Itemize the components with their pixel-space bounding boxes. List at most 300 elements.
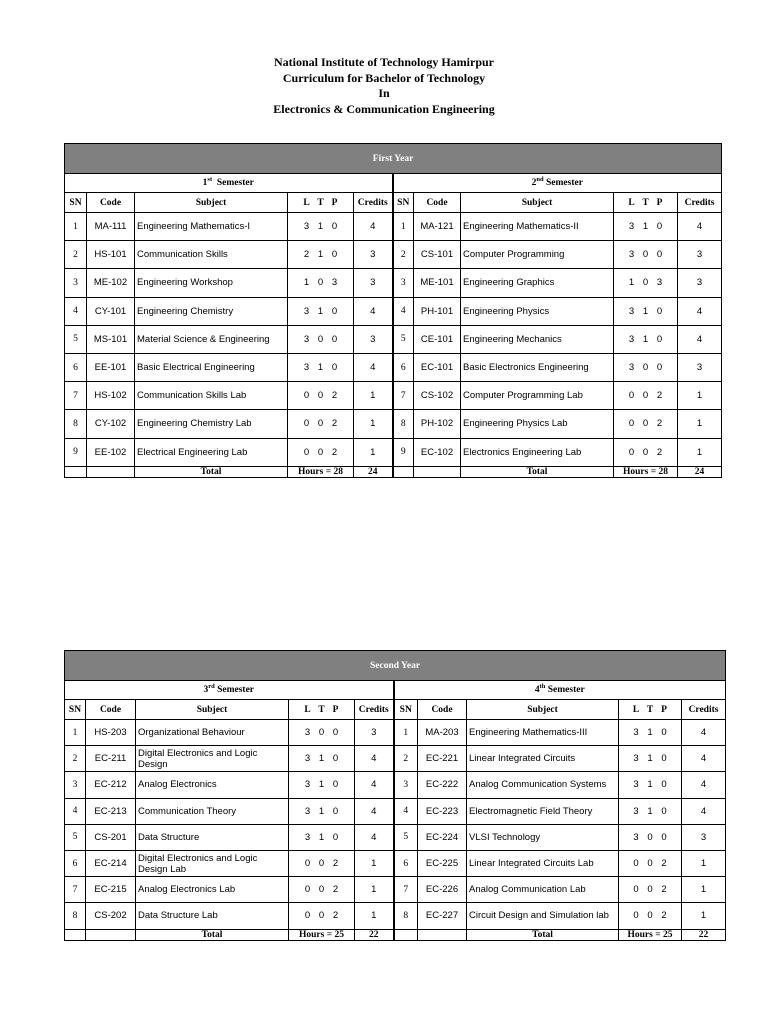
course-row [65,297,722,325]
course-l: 3 [304,753,311,765]
course-l: 3 [628,333,635,345]
course-credits: 1 [354,410,393,438]
col-subject: Subject [136,700,289,720]
col-credits: Credits [678,193,722,213]
course-p: 0 [656,249,663,261]
course-ltp [289,824,355,850]
course-p: 3 [331,277,338,289]
course-p: 2 [661,884,667,896]
course-credits: 4 [682,746,726,772]
course-p: 0 [661,831,667,843]
course-code: PH-102 [414,410,461,438]
course-sn: 8 [65,410,87,438]
course-l: 1 [303,277,310,289]
course-credits: 3 [355,720,394,746]
course-credits: 3 [678,241,722,269]
col-sn: SN [393,193,414,213]
col-sn: SN [394,700,418,720]
col-code: Code [87,193,135,213]
course-p: 0 [331,249,338,261]
course-p: 3 [656,277,663,289]
col-code: Code [86,700,136,720]
course-ltp [288,269,354,297]
course-sn: 8 [393,410,414,438]
course-code: CS-201 [86,824,136,850]
course-t: 0 [318,858,325,870]
total-credits: 24 [354,466,393,477]
semester-2-label: 2nd Semester [393,174,722,193]
course-p: 0 [331,333,338,345]
course-credits: 3 [354,241,393,269]
course-subject: Communication Skills [135,241,288,269]
course-t: 0 [647,884,653,896]
course-subject: Engineering Physics [461,297,614,325]
course-subject: Engineering Workshop [135,269,288,297]
total-label: Total [135,466,288,477]
course-sn: 2 [394,746,418,772]
course-subject: Engineering Mechanics [461,325,614,353]
course-l: 3 [633,831,639,843]
course-ltp [619,850,682,876]
course-ltp [288,325,354,353]
total-hours: Hours = 25 [619,929,682,940]
course-sn: 1 [65,213,87,241]
course-p: 0 [661,805,667,817]
course-l: 3 [304,727,311,739]
course-ltp [614,325,678,353]
course-code: MS-101 [87,325,135,353]
course-subject: Engineering Chemistry Lab [135,410,288,438]
course-credits: 1 [678,410,722,438]
course-subject: Communication Skills Lab [135,382,288,410]
course-l: 3 [304,805,311,817]
col-subject: Subject [135,193,288,213]
course-t: 0 [642,446,649,458]
course-code: CE-101 [414,325,461,353]
course-p: 0 [656,221,663,233]
year-title: Second Year [65,651,726,681]
course-code: ME-102 [87,269,135,297]
total-label: Total [461,466,614,477]
course-subject: Engineering Chemistry [135,297,288,325]
course-row [65,410,722,438]
course-credits: 1 [682,903,726,929]
col-sn: SN [65,193,87,213]
course-l: 3 [303,305,310,317]
course-ltp [614,438,678,466]
course-p: 0 [661,753,667,765]
semester-4-label: 4th Semester [394,681,726,700]
course-t: 0 [642,249,649,261]
course-p: 2 [656,446,663,458]
course-code: HS-101 [87,241,135,269]
course-sn: 5 [65,824,86,850]
course-ltp [614,297,678,325]
course-code: EC-101 [414,353,461,381]
semester-3-label: 3rd Semester [65,681,394,700]
course-t: 0 [642,418,649,430]
course-subject: Analog Electronics [136,772,289,798]
course-l: 3 [633,727,639,739]
course-subject: Analog Communication Systems [467,772,619,798]
course-l: 0 [628,418,635,430]
course-t: 0 [317,390,324,402]
course-credits: 1 [354,382,393,410]
course-p: 2 [332,884,339,896]
course-code: EC-213 [86,798,136,824]
course-sn: 5 [65,325,87,353]
course-code: EC-215 [86,877,136,903]
course-l: 0 [633,858,639,870]
col-ltp: L T P [619,700,682,720]
course-t: 1 [317,249,324,261]
total-label: Total [136,929,289,940]
course-code: CS-102 [414,382,461,410]
course-p: 0 [332,727,339,739]
course-row [65,241,722,269]
col-ltp: L T P [289,700,355,720]
course-p: 0 [332,753,339,765]
course-t: 0 [318,910,325,922]
course-credits: 3 [354,325,393,353]
course-p: 0 [661,779,667,791]
course-subject: Engineering Mathematics-I [135,213,288,241]
column-header-row [65,193,722,213]
course-credits: 3 [682,824,726,850]
course-subject: Basic Electronics Engineering [461,353,614,381]
course-t: 0 [318,727,325,739]
column-header-row [65,700,726,720]
semester-1-label: 1st Semester [65,174,393,193]
course-sn: 2 [393,241,414,269]
course-p: 2 [661,858,667,870]
course-sn: 8 [65,903,86,929]
col-code: Code [418,700,467,720]
col-credits: Credits [682,700,726,720]
course-credits: 1 [355,850,394,876]
course-credits: 4 [355,772,394,798]
header-in: In [378,86,390,100]
total-label: Total [467,929,619,940]
course-code: MA-203 [418,720,467,746]
second-year-table [64,650,726,941]
course-ltp [619,877,682,903]
course-credits: 4 [355,746,394,772]
col-credits: Credits [355,700,394,720]
course-l: 3 [633,753,639,765]
course-subject: Computer Programming Lab [461,382,614,410]
course-ltp [619,903,682,929]
course-credits: 4 [354,353,393,381]
course-credits: 3 [354,269,393,297]
course-subject: Circuit Design and Simulation lab [467,903,619,929]
course-ltp [288,213,354,241]
course-sn: 7 [65,382,87,410]
course-code: EC-211 [86,746,136,772]
course-t: 0 [317,446,324,458]
course-credits: 4 [678,297,722,325]
course-subject: Organizational Behaviour [136,720,289,746]
course-code: EC-224 [418,824,467,850]
course-t: 1 [317,362,324,374]
course-sn: 3 [65,269,87,297]
course-ltp [614,241,678,269]
course-t: 0 [317,333,324,345]
course-sn: 3 [394,772,418,798]
course-p: 2 [331,390,338,402]
course-ltp [289,850,355,876]
course-sn: 9 [65,438,87,466]
course-code: EC-221 [418,746,467,772]
course-subject: Electromagnetic Field Theory [467,798,619,824]
course-l: 0 [633,910,639,922]
course-l: 3 [303,362,310,374]
course-l: 3 [628,362,635,374]
course-row [65,720,726,746]
course-l: 0 [303,418,310,430]
course-l: 0 [303,390,310,402]
course-sn: 6 [394,850,418,876]
course-p: 2 [332,910,339,922]
course-code: EC-212 [86,772,136,798]
course-t: 0 [642,362,649,374]
course-code: EC-102 [414,438,461,466]
course-sn: 6 [65,353,87,381]
course-row [65,382,722,410]
course-row [65,269,722,297]
course-t: 0 [647,910,653,922]
total-row [65,466,722,477]
course-sn: 3 [393,269,414,297]
curriculum-title: Curriculum for Bachelor of Technology [282,70,486,85]
document-header [0,55,768,117]
col-ltp: L T P [614,193,678,213]
course-ltp [614,382,678,410]
course-credits: 1 [355,903,394,929]
course-t: 1 [318,805,325,817]
course-code: CS-101 [414,241,461,269]
course-ltp [289,772,355,798]
course-ltp [614,213,678,241]
course-subject: Basic Electrical Engineering [135,353,288,381]
course-code: EC-223 [418,798,467,824]
course-credits: 4 [678,213,722,241]
course-p: 0 [656,362,663,374]
course-ltp [614,269,678,297]
course-subject: Computer Programming [461,241,614,269]
course-ltp [289,798,355,824]
course-credits: 4 [355,824,394,850]
course-t: 0 [318,884,325,896]
total-row [65,929,726,940]
course-sn: 7 [65,877,86,903]
course-t: 0 [642,390,649,402]
course-ltp [288,382,354,410]
course-sn: 3 [65,772,86,798]
course-subject: Linear Integrated Circuits [467,746,619,772]
course-subject: Analog Electronics Lab [136,877,289,903]
course-l: 3 [628,249,635,261]
course-ltp [619,772,682,798]
course-subject: Engineering Physics Lab [461,410,614,438]
course-code: EC-227 [418,903,467,929]
course-code: HS-102 [87,382,135,410]
course-credits: 4 [355,798,394,824]
course-code: MA-111 [87,213,135,241]
course-ltp [289,746,355,772]
department-name: Electronics & Communication Engineering [273,101,495,116]
course-t: 0 [642,277,649,289]
course-l: 0 [628,446,635,458]
course-l: 2 [303,249,310,261]
total-hours: Hours = 28 [288,466,354,477]
course-p: 0 [332,779,339,791]
col-subject: Subject [467,700,619,720]
course-l: 3 [303,221,310,233]
course-sn: 4 [393,297,414,325]
course-subject: Digital Electronics and Logic Design Lab [136,850,289,876]
course-code: EE-101 [87,353,135,381]
course-credits: 4 [682,772,726,798]
course-p: 2 [332,858,339,870]
course-credits: 4 [354,297,393,325]
course-code: CS-202 [86,903,136,929]
course-credits: 1 [682,877,726,903]
course-credits: 4 [682,720,726,746]
course-credits: 4 [682,798,726,824]
course-row [65,325,722,353]
course-sn: 2 [65,241,87,269]
course-sn: 7 [394,877,418,903]
course-p: 0 [331,305,338,317]
course-l: 3 [304,779,311,791]
course-row [65,438,722,466]
course-l: 0 [633,884,639,896]
course-credits: 4 [354,213,393,241]
course-l: 3 [628,305,635,317]
course-ltp [289,720,355,746]
course-sn: 2 [65,746,86,772]
course-row [65,850,726,876]
course-ltp [288,353,354,381]
course-t: 1 [318,753,325,765]
course-code: HS-203 [86,720,136,746]
course-credits: 4 [678,325,722,353]
course-l: 1 [628,277,635,289]
course-row [65,213,722,241]
course-ltp [614,353,678,381]
course-t: 1 [647,727,653,739]
course-t: 1 [318,831,325,843]
course-t: 0 [647,831,653,843]
course-ltp [288,438,354,466]
course-subject: Data Structure [136,824,289,850]
course-l: 3 [304,831,311,843]
year-title: First Year [65,144,722,174]
course-t: 1 [318,779,325,791]
total-hours: Hours = 25 [289,929,355,940]
course-sn: 9 [393,438,414,466]
course-ltp [614,410,678,438]
course-ltp [289,903,355,929]
course-l: 3 [633,779,639,791]
course-ltp [288,410,354,438]
course-row [65,877,726,903]
course-credits: 3 [678,353,722,381]
course-l: 3 [633,805,639,817]
course-ltp [619,720,682,746]
course-p: 2 [661,910,667,922]
course-l: 0 [304,858,311,870]
course-p: 2 [331,446,338,458]
course-subject: Analog Communication Lab [467,877,619,903]
course-credits: 1 [678,382,722,410]
course-subject: Electrical Engineering Lab [135,438,288,466]
course-l: 3 [303,333,310,345]
course-subject: Engineering Mathematics-III [467,720,619,746]
course-sn: 1 [393,213,414,241]
total-credits: 22 [682,929,726,940]
course-code: CY-102 [87,410,135,438]
col-credits: Credits [354,193,393,213]
course-l: 0 [628,390,635,402]
total-credits: 24 [678,466,722,477]
col-ltp: L T P [288,193,354,213]
course-p: 0 [331,221,338,233]
course-credits: 1 [354,438,393,466]
course-sn: 1 [394,720,418,746]
course-sn: 6 [65,850,86,876]
course-code: EC-225 [418,850,467,876]
course-ltp [619,798,682,824]
course-t: 0 [647,858,653,870]
course-row [65,772,726,798]
first-year-table [64,143,722,478]
course-subject: Electronics Engineering Lab [461,438,614,466]
course-t: 0 [317,418,324,430]
course-ltp [289,877,355,903]
course-code: EE-102 [87,438,135,466]
course-sn: 4 [65,798,86,824]
course-t: 0 [317,277,324,289]
course-t: 1 [642,305,649,317]
course-code: MA-121 [414,213,461,241]
course-l: 0 [303,446,310,458]
course-credits: 1 [355,877,394,903]
course-p: 0 [332,805,339,817]
course-sn: 6 [393,353,414,381]
course-l: 0 [304,910,311,922]
course-ltp [288,297,354,325]
course-code: EC-222 [418,772,467,798]
course-p: 0 [656,333,663,345]
course-subject: Digital Electronics and Logic Design [136,746,289,772]
course-sn: 5 [393,325,414,353]
course-p: 0 [332,831,339,843]
course-t: 1 [642,333,649,345]
course-credits: 1 [678,438,722,466]
course-row [65,903,726,929]
course-sn: 7 [393,382,414,410]
course-subject: VLSI Technology [467,824,619,850]
course-sn: 5 [394,824,418,850]
course-row [65,798,726,824]
course-row [65,824,726,850]
total-hours: Hours = 28 [614,466,678,477]
course-row [65,353,722,381]
course-sn: 8 [394,903,418,929]
course-sn: 4 [65,297,87,325]
